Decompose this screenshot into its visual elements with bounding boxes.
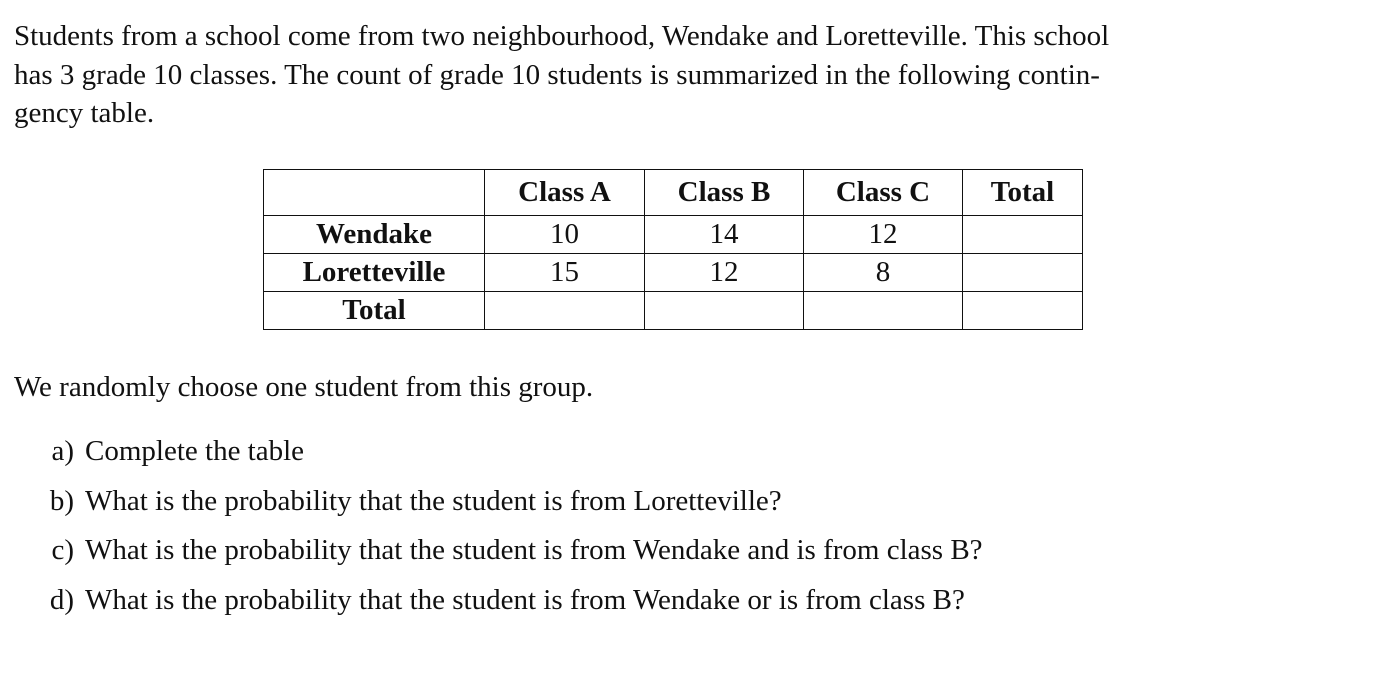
row-label-loretteville: Loretteville [264,254,485,292]
table-row-total [264,292,1083,330]
lead-sentence: We randomly choose one student from this group. [14,371,594,403]
header-cell-corner [264,170,485,216]
cell-loretteville-class-b: 12 [645,254,804,292]
cell-loretteville-class-c: 8 [804,254,963,292]
cell-total-class-c [804,292,963,330]
intro-line-1: Students from a school come from two neighbourhood, Wendake and Loretteville. This school [14,20,1110,52]
question-marker: d) [49,583,74,616]
contingency-table [263,169,1083,330]
intro-line-2: has 3 grade 10 classes. The count of grade 10 students is summarized in the following contin- [14,58,1100,91]
cell-wendake-class-c: 12 [804,216,963,254]
cell-loretteville-total [963,254,1083,292]
cell-wendake-class-a: 10 [485,216,645,254]
question-text: What is the probability that the student is from Wendake or is from class B? [85,583,965,616]
question-marker: a) [51,435,74,467]
intro-line-3: gency table. [14,97,155,129]
table-row-loretteville [264,254,1083,292]
header-cell-class-b: Class B [645,170,804,216]
header-cell-class-c: Class C [804,170,963,216]
row-label-wendake: Wendake [264,216,485,254]
cell-wendake-class-b: 14 [645,216,804,254]
question-marker: b) [49,484,74,517]
question-text: Complete the table [85,435,305,467]
table-header-row [264,170,1083,216]
cell-total-class-b [645,292,804,330]
cell-wendake-total [963,216,1083,254]
header-cell-total: Total [963,170,1083,216]
header-cell-class-a: Class A [485,170,645,216]
question-marker: c) [51,534,74,566]
cell-loretteville-class-a: 15 [485,254,645,292]
question-text: What is the probability that the student is from Wendake and is from class B? [85,534,983,566]
intro-paragraph [14,17,1360,133]
cell-total-total [963,292,1083,330]
question-text: What is the probability that the student is from Loretteville? [85,484,782,517]
table-row-wendake [264,216,1083,254]
row-label-total: Total [264,292,485,330]
cell-total-class-a [485,292,645,330]
